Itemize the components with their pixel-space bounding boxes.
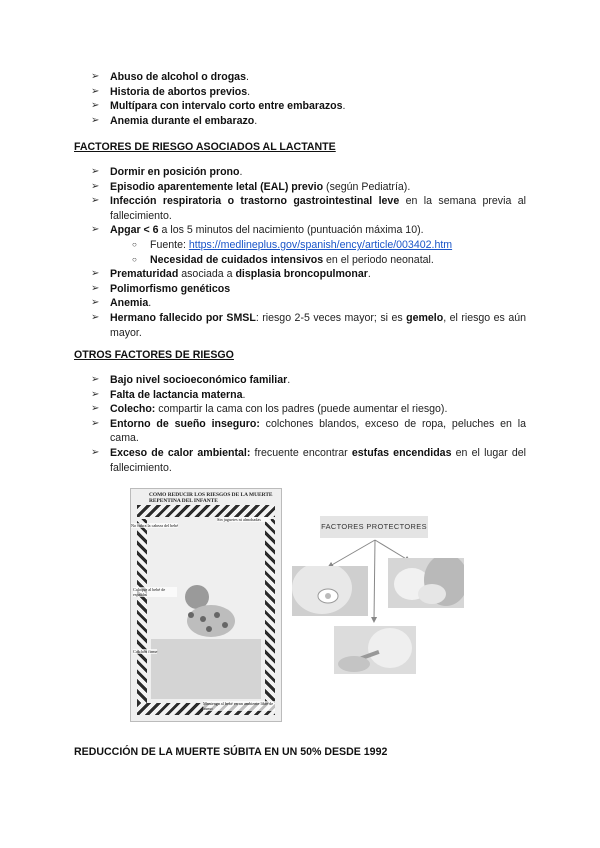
item-text: . [287,374,291,386]
list-item [74,165,526,180]
list-item [74,223,526,267]
item-text: , el riesgo es aún mayor. [110,311,526,339]
item-text: frecuente encontrar [250,446,352,459]
list-item [74,85,526,100]
item-bold: Hermano fallecido por SMSL [110,311,256,324]
crib-label-bottom: Mantenga al bebé en un ambiente libre de humo [203,701,274,711]
crib-title-line: REPENTINA DEL INFANTE [149,498,218,504]
item-text: . [254,114,258,127]
item-bold: Episodio aparentemente letal (EAL) previo [110,180,324,193]
list-item [74,114,526,129]
list-item [74,267,526,282]
item-bold: Anemia [110,297,149,310]
item-text: . [242,388,246,401]
item-bold: Prematuridad [110,268,179,281]
item-bold: Dormir en posición prono [110,166,240,178]
item-bold: Entorno de sueño inseguro: [110,417,260,430]
sublist-item [110,238,526,253]
crib-mattress [151,639,261,699]
protective-factors-box [320,516,428,538]
list-item [74,446,526,475]
item-bold: Colecho: [110,403,156,416]
list-item [74,373,526,388]
item-bold: Falta de lactancia materna [110,388,243,401]
crib-top-rail [137,505,275,517]
item-text: . [247,85,251,98]
item-text: asociada a [178,268,236,281]
item-bold: estufas encendidas [351,446,452,459]
item-bold: Apgar < 6 [110,224,159,237]
pacifier-image [292,566,368,616]
list-item [74,388,526,403]
pacifier-photo [292,566,368,616]
crib-title-line: COMO REDUCIR LOS RIESGOS DE LA MUERTE [149,492,273,498]
vaccination-image [334,626,416,674]
protective-factors-label: FACTORES PROTECTORES [321,522,427,531]
breastfeeding-image [388,558,464,608]
crib-right-post [265,519,275,703]
sublist-item [110,253,526,268]
list-item [74,99,526,114]
maternal-risk-list [74,70,526,128]
list-item [74,402,526,417]
section-heading-otros: OTROS FACTORES DE RIESGO [74,349,234,361]
crib-left-post [137,519,147,703]
crib-figure-title [149,492,273,504]
item-bold: Polimorfismo genéticos [110,282,231,295]
lactante-list-block [74,165,526,340]
item-text: . [239,166,243,178]
crib-label-toys: Sin juguetes ni almohadas [217,517,271,522]
item-text: . [245,71,249,83]
item-bold: displasia broncopulmonar [235,268,368,281]
item-bold: Multípara con intervalo corto entre embarazos [110,100,343,113]
crib-label-back: Coloque al bebé de espaldas [133,587,177,597]
otros-list-block [74,373,526,475]
crib-label-head: No cubra la cabeza del bebé [131,523,179,528]
item-text: (según Pediatría). [323,180,411,193]
final-heading: REDUCCIÓN DE LA MUERTE SÚBITA EN UN 50% DESDE 1992 [74,746,388,758]
item-text: en el lugar del fallecimiento. [110,446,526,474]
list-item [74,296,526,311]
item-bold: Infección respiratoria o trastorno gastrointestinal leve [110,195,400,208]
list-item [74,311,526,340]
list-item [74,282,526,297]
item-bold: Exceso de calor ambiental: [110,446,251,459]
item-text: : riesgo 2-5 veces mayor; si es [255,311,407,324]
item-text: en la semana previa al fallecimiento. [110,195,526,222]
list-item [74,180,526,195]
section-heading-lactante: FACTORES DE RIESGO ASOCIADOS AL LACTANTE [74,141,336,153]
apgar-sublist [110,238,526,267]
item-text: . [342,100,346,113]
vaccination-photo [334,626,416,674]
item-bold: Anemia durante el embarazo [110,114,255,127]
list-item [74,417,526,446]
item-bold: Bajo nivel socioeconómico familiar [110,374,288,386]
item-bold: Historia de abortos previos [110,85,248,98]
lactante-risk-list [74,165,526,340]
source-prefix: Fuente: [150,238,189,251]
item-text: en el periodo neonatal. [323,253,434,266]
item-text: a los 5 minutos del nacimiento (puntuación máxima 10). [158,224,424,237]
medlineplus-link[interactable]: https://medlineplus.gov/spanish/ency/article/003402.htm [188,238,453,251]
item-bold: Necesidad de cuidados intensivos [150,253,324,266]
list-item [74,194,526,223]
baby-illustration [177,581,237,639]
item-bold: Abuso de alcohol o drogas [110,71,246,83]
safe-sleep-crib-figure [130,488,282,722]
item-text: . [367,268,371,281]
item-bold: gemelo [406,311,444,324]
list-item [74,70,526,85]
item-text: colchones blandos, exceso de ropa, peluches en la cama. [110,417,526,445]
crib-label-firm: Colchón firme [133,649,158,654]
maternal-risk-list-block [74,70,526,128]
item-text: . [148,297,152,310]
item-text: compartir la cama con los padres (puede aumentar el riesgo). [155,403,448,416]
otros-risk-list [74,373,526,475]
breastfeeding-photo [388,558,464,608]
